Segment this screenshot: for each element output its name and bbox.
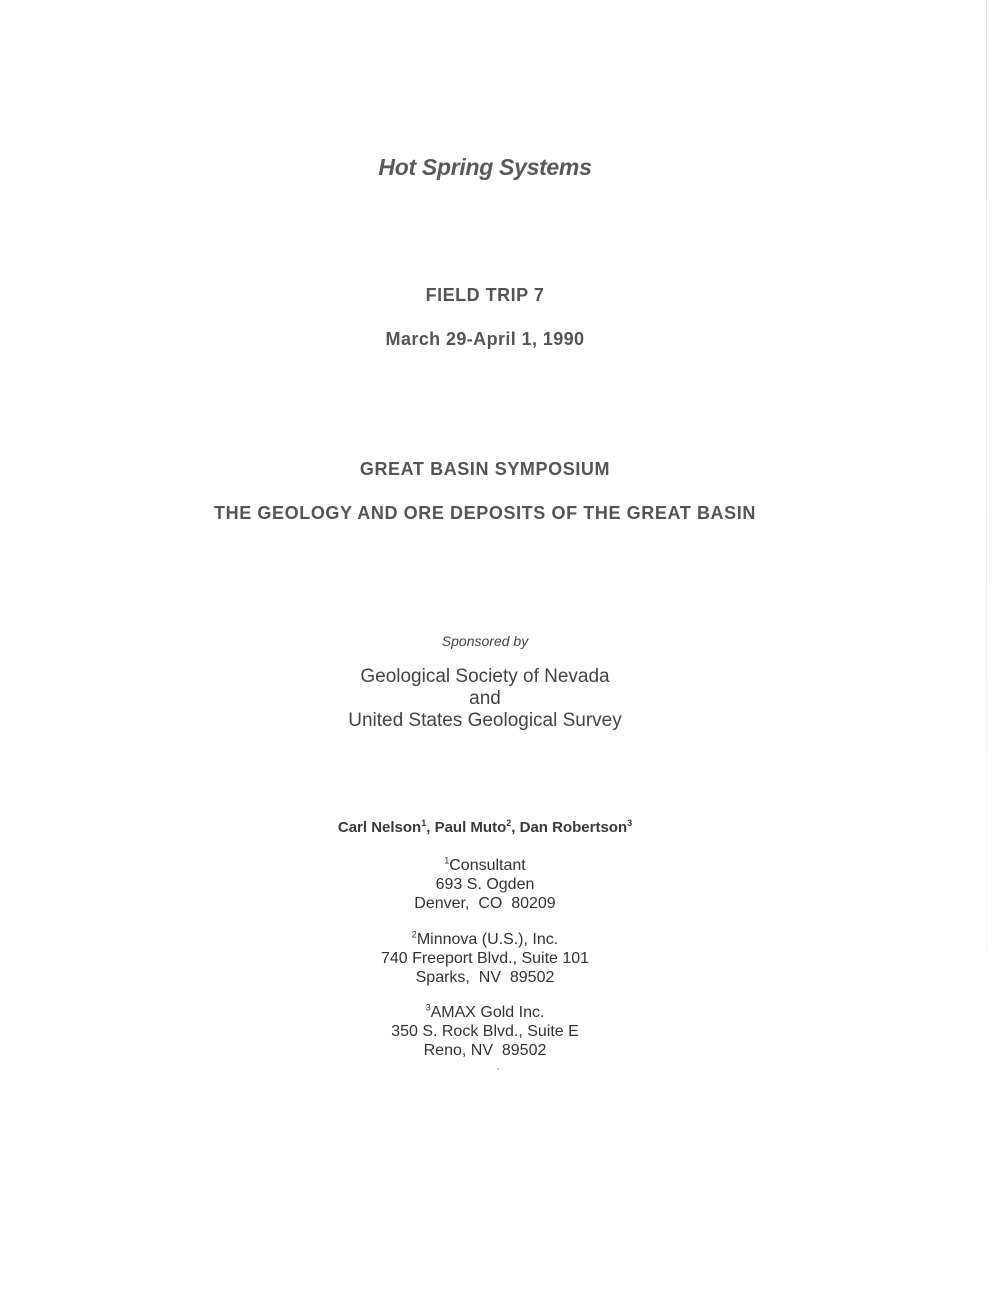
author-separator: ,: [426, 819, 435, 836]
sponsor-line-3: United States Geological Survey: [348, 710, 622, 731]
symposium-subtitle: THE GEOLOGY AND ORE DEPOSITS OF THE GREAT BASIN: [214, 503, 756, 523]
author-footnote-mark: 3: [627, 818, 633, 828]
affiliation-org: Minnova (U.S.), Inc.: [416, 931, 559, 948]
affiliation-street: 740 Freeport Blvd., Suite 101: [380, 950, 590, 967]
affiliation-street: 350 S. Rock Blvd., Suite E: [391, 1023, 579, 1040]
affiliation-footnote-mark: 2: [411, 929, 417, 940]
author-name: Carl Nelson: [337, 819, 422, 836]
sponsors-block: [0, 666, 970, 732]
author-separator: ,: [511, 819, 520, 836]
affiliation-block: [0, 930, 970, 987]
affiliation-city: Reno, NV 89502: [423, 1042, 547, 1059]
author-footnote-mark: 2: [506, 818, 512, 828]
page-edge-line: [986, 0, 987, 950]
affiliation-footnote-mark: 1: [444, 855, 450, 866]
affiliation-line: [0, 930, 970, 949]
document-title: Hot Spring Systems: [378, 154, 592, 180]
affiliation-city: Sparks, NV 89502: [415, 969, 555, 986]
affiliation-city: Denver, CO 80209: [414, 895, 556, 912]
field-trip-number: FIELD TRIP 7: [425, 285, 545, 305]
author-name: Paul Muto: [434, 819, 507, 836]
sponsor-line-2: and: [469, 688, 501, 709]
affiliation-block: [0, 1003, 970, 1060]
field-trip-dates: March 29-April 1, 1990: [385, 329, 585, 349]
affiliation-org: AMAX Gold Inc.: [430, 1004, 545, 1021]
affiliation-line: [0, 856, 970, 875]
affiliation-org: Consultant: [449, 857, 526, 874]
sponsored-by-label: Sponsored by: [441, 633, 529, 649]
author-footnote-mark: 1: [421, 818, 427, 828]
scan-speck: [497, 1068, 499, 1070]
authors-line: [0, 819, 970, 836]
sponsor-line-1: Geological Society of Nevada: [360, 666, 610, 687]
affiliation-block: [0, 856, 970, 913]
symposium-name: GREAT BASIN SYMPOSIUM: [359, 459, 611, 479]
affiliation-line: [0, 1003, 970, 1022]
author-name: Dan Robertson: [519, 819, 628, 836]
affiliation-street: 693 S. Ogden: [435, 876, 535, 893]
affiliation-footnote-mark: 3: [425, 1002, 431, 1013]
